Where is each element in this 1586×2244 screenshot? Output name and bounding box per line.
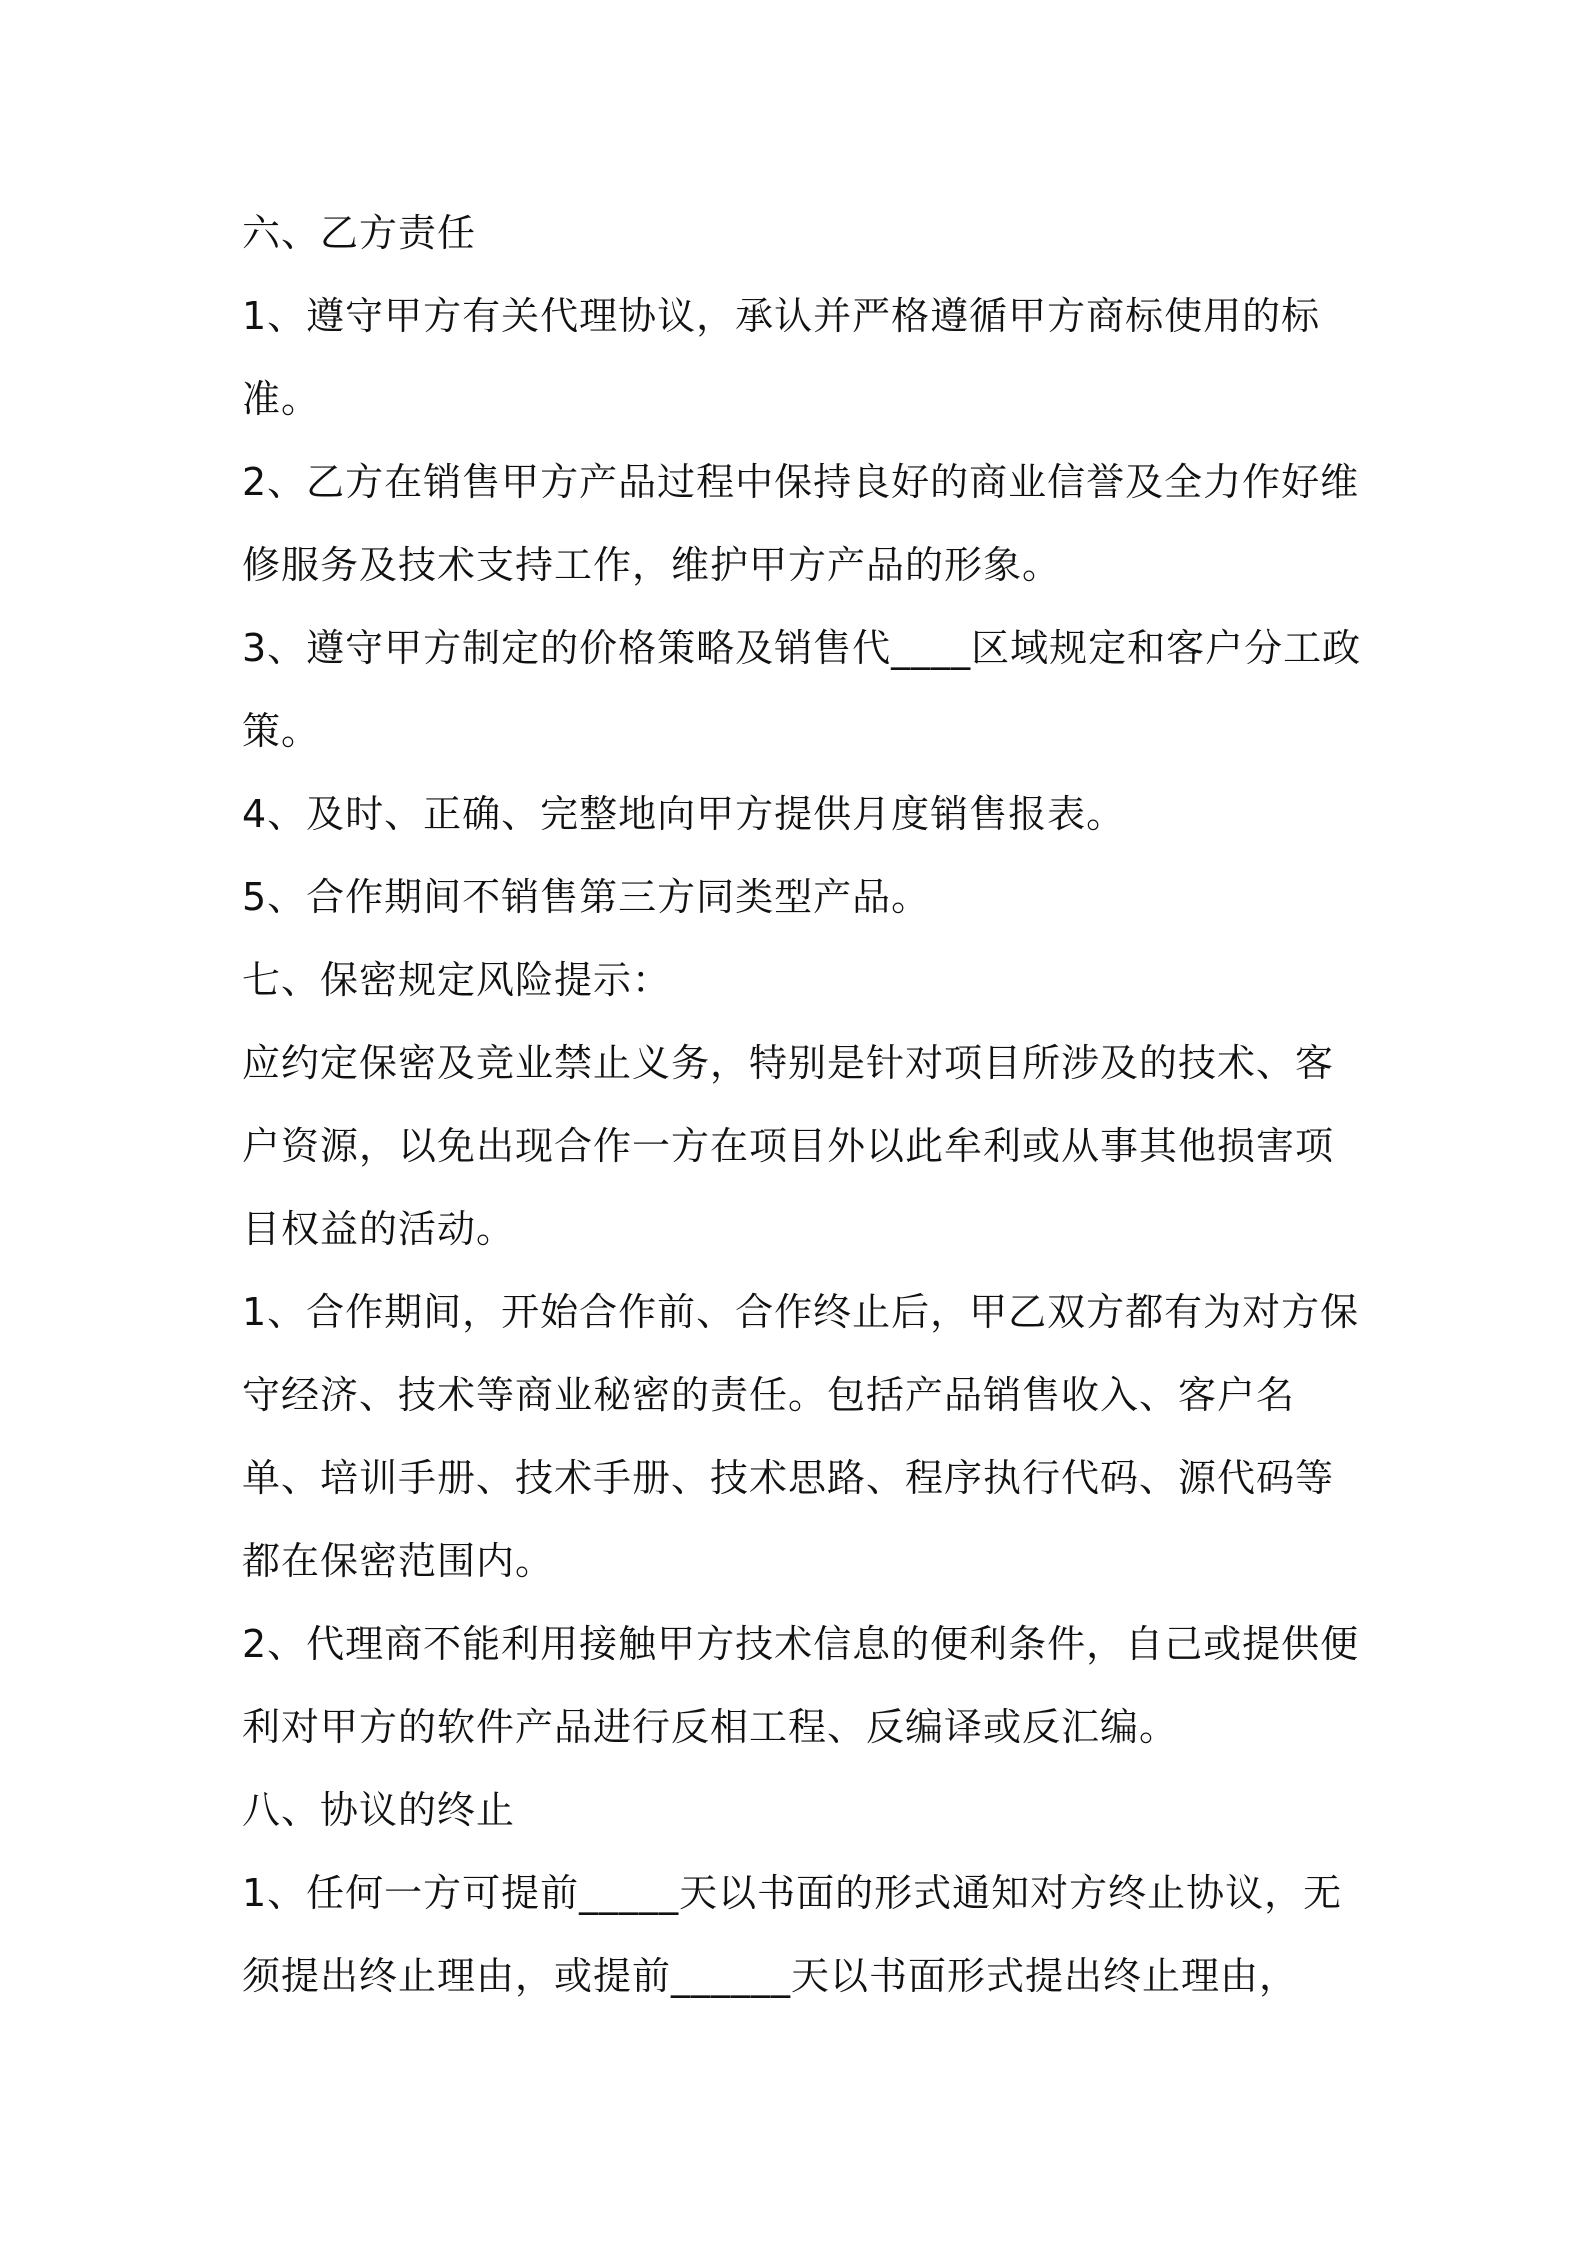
document-body (242, 192, 1362, 2018)
clause-8-1: 1、任何一方可提前_____天以书面的形式通知对方终止协议，无须提出终止理由，或提前______天以书面形式提出终止理由， (242, 1871, 1343, 1998)
clause-6-1: 1、遵守甲方有关代理协议，承认并严格遵循甲方商标使用的标准。 (242, 294, 1321, 421)
risk-note-7: 应约定保密及竞业禁止义务，特别是针对项目所涉及的技术、客户资源，以免出现合作一方在项目外以此牟利或从事其他损害项目权益的活动。 (242, 1041, 1335, 1251)
clause-6-3: 3、遵守甲方制定的价格策略及销售代____区域规定和客户分工政策。 (242, 626, 1362, 753)
clause-6-4: 4、及时、正确、完整地向甲方提供月度销售报表。 (242, 792, 1126, 836)
clause-6-5: 5、合作期间不销售第三方同类型产品。 (242, 875, 931, 919)
clause-6-2: 2、乙方在销售甲方产品过程中保持良好的商业信誉及全力作好维修服务及技术支持工作，维护甲方产品的形象。 (242, 460, 1360, 587)
section-heading-7: 七、保密规定风险提示： (242, 958, 672, 1002)
section-heading-6: 六、乙方责任 (242, 211, 477, 255)
section-heading-8: 八、协议的终止 (242, 1788, 516, 1832)
clause-7-1: 1、合作期间，开始合作前、合作终止后，甲乙双方都有为对方保守经济、技术等商业秘密的责任。包括产品销售收入、客户名单、培训手册、技术手册、技术思路、程序执行代码、源代码等都在保密范围内。 (242, 1290, 1360, 1583)
clause-7-2: 2、代理商不能利用接触甲方技术信息的便利条件，自己或提供便利对甲方的软件产品进行反相工程、反编译或反汇编。 (242, 1622, 1360, 1749)
